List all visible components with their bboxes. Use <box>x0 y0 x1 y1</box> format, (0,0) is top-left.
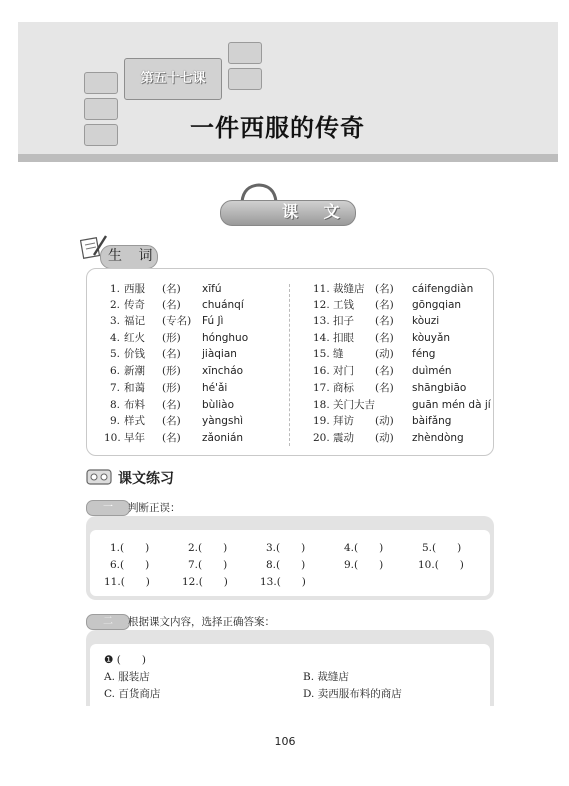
option-d[interactable]: D. 卖西服布料的商店 <box>303 688 402 700</box>
tf-item[interactable]: 7.( ) <box>188 559 228 571</box>
question-1[interactable] <box>104 652 146 667</box>
header-banner-bottom-band <box>18 154 558 162</box>
option-b[interactable]: B. 裁缝店 <box>303 671 349 683</box>
tf-item[interactable]: 8.( ) <box>266 559 306 571</box>
decorative-square <box>84 124 118 146</box>
part-one-instruction: 判断正误： <box>128 502 181 514</box>
text-section-title: 课 文 <box>282 202 350 221</box>
part-two-instruction: 根据课文内容，选择正确答案： <box>128 616 275 628</box>
tf-item[interactable]: 6.( ) <box>110 559 150 571</box>
decorative-square <box>84 72 118 94</box>
decorative-square <box>228 68 262 90</box>
option-c[interactable]: C. 百货商店 <box>104 688 161 700</box>
tf-item[interactable]: 9.( ) <box>344 559 384 571</box>
tf-item[interactable]: 13.( ) <box>260 576 306 588</box>
tf-item[interactable]: 1.( ) <box>110 542 150 554</box>
part-one-badge: 一 <box>86 500 130 516</box>
lesson-number-label: 第五十七课 <box>124 58 222 100</box>
option-a[interactable]: A. 服装店 <box>104 671 150 683</box>
tf-item[interactable]: 5.( ) <box>422 542 462 554</box>
tf-item[interactable]: 3.( ) <box>266 542 306 554</box>
decorative-square <box>84 98 118 120</box>
lesson-title: 一件西服的传奇 <box>190 114 365 142</box>
cassette-icon <box>86 469 112 485</box>
part-two-badge: 二 <box>86 614 130 630</box>
page-number: 106 <box>274 735 296 748</box>
tf-item[interactable]: 4.( ) <box>344 542 384 554</box>
vocab-label: 生 词 <box>108 248 159 264</box>
tf-item[interactable]: 2.( ) <box>188 542 228 554</box>
answer-blank: ( ) <box>116 654 146 666</box>
tf-item[interactable]: 10.( ) <box>418 559 464 571</box>
decorative-square <box>228 42 262 64</box>
tf-item[interactable]: 11.( ) <box>104 576 150 588</box>
question-number: ❶ <box>104 654 114 666</box>
vocab-divider <box>289 284 291 446</box>
tf-item[interactable]: 12.( ) <box>182 576 228 588</box>
exercises-heading: 课文练习 <box>118 471 174 487</box>
